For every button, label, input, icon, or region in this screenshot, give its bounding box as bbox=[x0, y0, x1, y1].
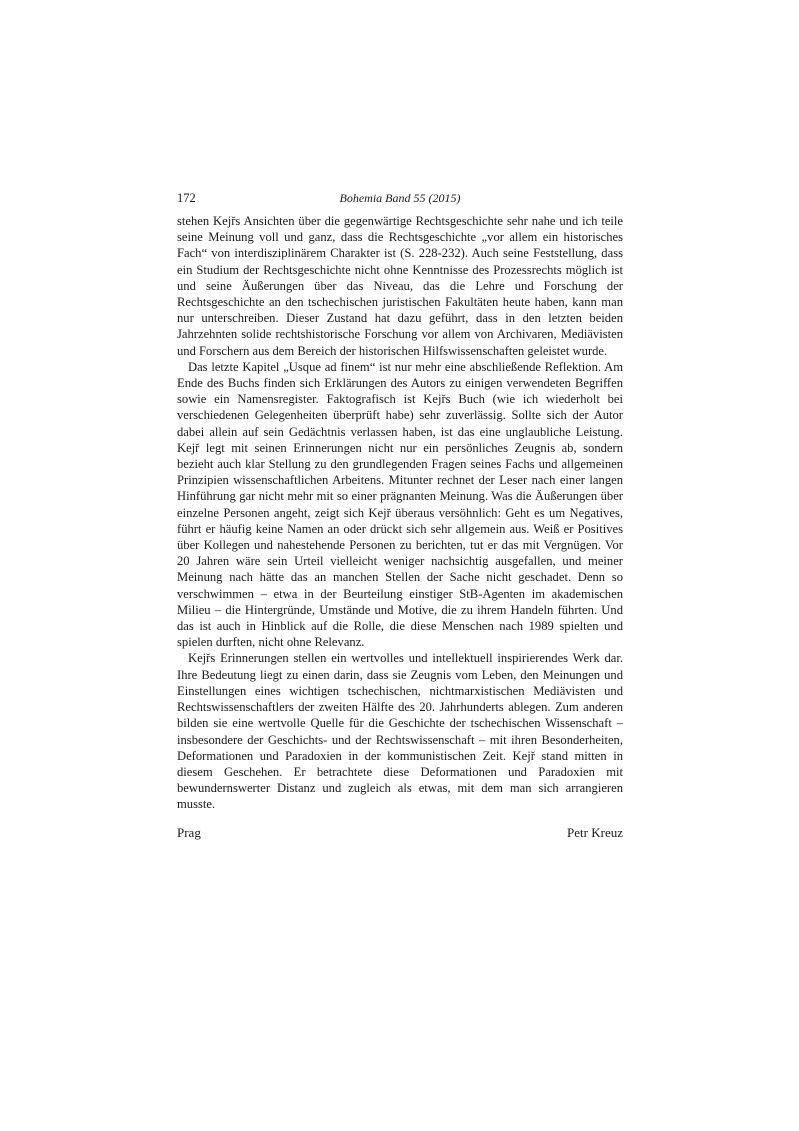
paragraph-2: Das letzte Kapitel „Usque ad finem“ ist nur mehr eine abschließende Reflektion. Am Ende des Buchs finden sich Erklärungen des Autors zu einigen verwendeten Begriffen sowie ein Namensregister. Faktografisch ist Kejřs Buch (wie ich wiederholt bei verschiedenen Gelegenheiten überprüft habe) sehr zuverlässig. Sollte sich der Autor dabei allein auf sein Gedächtnis verlassen haben, ist das eine unglaubliche Leistung. Kejř legt mit seinen Erinnerungen nicht nur ein persönliches Zeugnis ab, sondern bezieht auch klar Stellung zu den grundlegenden Fragen seines Fachs und allgemeinen Prinzipien wissenschaftlichen Arbeitens. Mitunter rechnet der Leser nach einer langen Hinführung gar nicht mehr mit so einer prägnanten Meinung. Was die Äußerungen über einzelne Personen angeht, zeigt sich Kejř überaus versöhnlich: Geht es um Negatives, führt er häufig keine Namen an oder drückt sich sehr allgemein aus. Weiß er Positives über Kollegen und nahestehende Personen zu berichten, tut er das mit Vergnügen. Vor 20 Jahren wäre sein Urteil vielleicht weniger nachsichtig ausgefallen, und meiner Meinung nach hätte das an manchen Stellen der Sache nicht geschadet. Denn so verschwimmen – etwa in der Beurteilung einstiger StB-Agenten im akademischen Milieu – die Hintergründe, Umstände und Motive, die zu ihrem Handeln führten. Und das ist auch in Hinblick auf die Rolle, die diese Menschen nach 1989 spielten und spielen durften, nicht ohne Relevanz. bbox=[177, 359, 623, 650]
paragraph-1: stehen Kejřs Ansichten über die gegenwärtige Rechtsgeschichte sehr nahe und ich teile seine Meinung voll und ganz, dass die Rechtsgeschichte „vor allem ein historisches Fach“ von interdisziplinärem Charakter ist (S. 228-232). Auch seine Feststellung, dass ein Studium der Rechtsgeschichte nicht ohne Kenntnisse des Prozessrechts möglich ist und seine Äußerungen über das Niveau, das die Lehre und Forschung der Rechtsgeschichte an den tschechischen juristischen Fakultäten heute haben, kann man nur unterschreiben. Dieser Zustand hat dazu geführt, dass in den letzten beiden Jahrzehnten solide rechtshistorische Forschung vor allem von Archivaren, Mediävisten und Forschern aus dem Bereich der historischen Hilfswissenschaften geleistet wurde. bbox=[177, 214, 623, 358]
review-body bbox=[177, 213, 623, 813]
signature-place: Prag bbox=[177, 824, 201, 840]
signature-author: Petr Kreuz bbox=[567, 824, 623, 840]
document-page bbox=[177, 191, 623, 843]
paragraph-3: Kejřs Erinnerungen stellen ein wertvolles und intellektuell inspirierendes Werk dar. Ihre Bedeutung liegt zu einen darin, dass sie Zeugnis vom Leben, den Meinungen und Einstellungen eines wichtigen tschechischen, nichtmarxistischen Mediävisten und Rechtswissenschaftlers der zweiten Hälfte des 20. Jahrhunderts ablegen. Zum anderen bilden sie eine wertvolle Quelle für die Geschichte der tschechischen Wissenschaft – insbesondere der Geschichts- und der Rechtswissenschaft – mit ihren Besonderheiten, Deformationen und Paradoxien in der kommunistischen Zeit. Kejř stand mitten in diesem Geschehen. Er betrachtete diese Deformationen und Paradoxien mit bewundernswerter Distanz und zugleich als etwas, mit dem man sich arrangieren musste. bbox=[177, 651, 623, 812]
running-head bbox=[177, 191, 623, 213]
page-number: 172 bbox=[177, 191, 196, 205]
signature-line bbox=[177, 825, 623, 843]
journal-title: Bohemia Band 55 (2015) bbox=[339, 191, 461, 205]
